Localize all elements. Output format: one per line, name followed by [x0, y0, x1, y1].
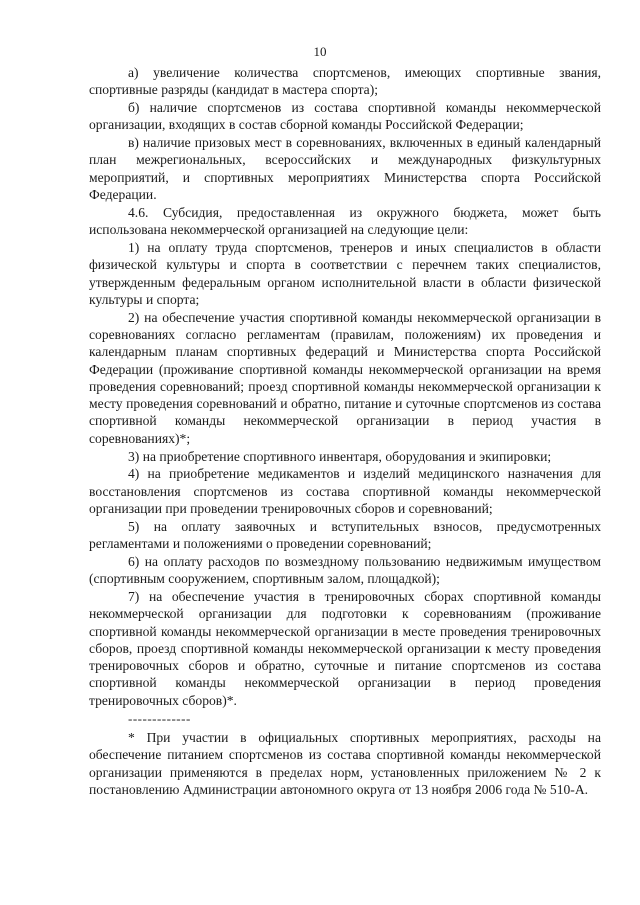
list-item-6: 6) на оплату расходов по возмездному пользованию недвижимым имуществом (спортивным сооружением, спортивным залом, площадкой);: [89, 553, 601, 587]
footnote-text: * При участии в официальных спортивных мероприятиях, расходы на обеспечение питанием спортсменов из состава спортивной команды некоммерческой организации применяются в пределах норм, установленных приложением № 2 к постановлению Администрации автономного округа от 13 ноября 2006 года № 510-А.: [89, 729, 601, 797]
paragraph-4-6: 4.6. Субсидия, предоставленная из окружного бюджета, может быть использована некоммерческой организацией на следующие цели:: [89, 204, 601, 238]
document-body: [89, 64, 601, 798]
list-item-5: 5) на оплату заявочных и вступительных взносов, предусмотренных регламентами и положениями о проведении соревнований;: [89, 518, 601, 552]
paragraph-a: а) увеличение количества спортсменов, имеющих спортивные звания, спортивные разряды (кандидат в мастера спорта);: [89, 65, 601, 98]
page-number: 10: [313, 44, 327, 59]
footnote-separator: -------------: [128, 710, 191, 726]
list-item-2: 2) на обеспечение участия спортивной команды некоммерческой организации в соревнованиях согласно регламентам (правилам, положениям) их проведения и календарным планам спортивных федераций и Министерства спорта Российской Федерации (проживание спортивной команды некоммерческой организации на время проведения соревнований; проезд спортивной команды некоммерческой организации к месту проведения соревнований и обратно, питание и суточные спортсменов из состава спортивной команды некоммерческой организации в период участия в соревнованиях)*;: [89, 309, 601, 446]
paragraph-b: б) наличие спортсменов из состава спортивной команды некоммерческой организации, входящих в состав сборной команды Российской Федерации;: [89, 100, 601, 133]
footnote: [89, 729, 601, 798]
list-item-1: 1) на оплату труда спортсменов, тренеров и иных специалистов в области физической культуры и спорта в соответствии с перечнем таких специалистов, утвержденным федеральным органом исполнительной власти в области физической культуры и спорта;: [89, 239, 601, 307]
list-item-3: 3) на приобретение спортивного инвентаря, оборудования и экипировки;: [128, 448, 552, 464]
list-item-7: 7) на обеспечение участия в тренировочных сборах спортивной команды некоммерческой организации для подготовки к соревнованиям (проживание спортивной команды некоммерческой организации в месте проведения тренировочных сборов, проезд спортивной команды некоммерческой организации к месту проведения тренировочных сборов и обратно, суточные и питание спортсменов из состава спортивной команды некоммерческой организации в период проведения тренировочных сборов)*.: [89, 588, 601, 708]
paragraph-c: в) наличие призовых мест в соревнованиях, включенных в единый календарный план межрегиональных, всероссийских и международных физкультурных мероприятий, и спортивных мероприятиях Министерства спорта Российской Федерации.: [89, 135, 601, 203]
list-item-4: 4) на приобретение медикаментов и изделий медицинского назначения для восстановления спортсменов из состава спортивной команды некоммерческой организации при проведении тренировочных сборов и соревнований;: [89, 466, 601, 516]
